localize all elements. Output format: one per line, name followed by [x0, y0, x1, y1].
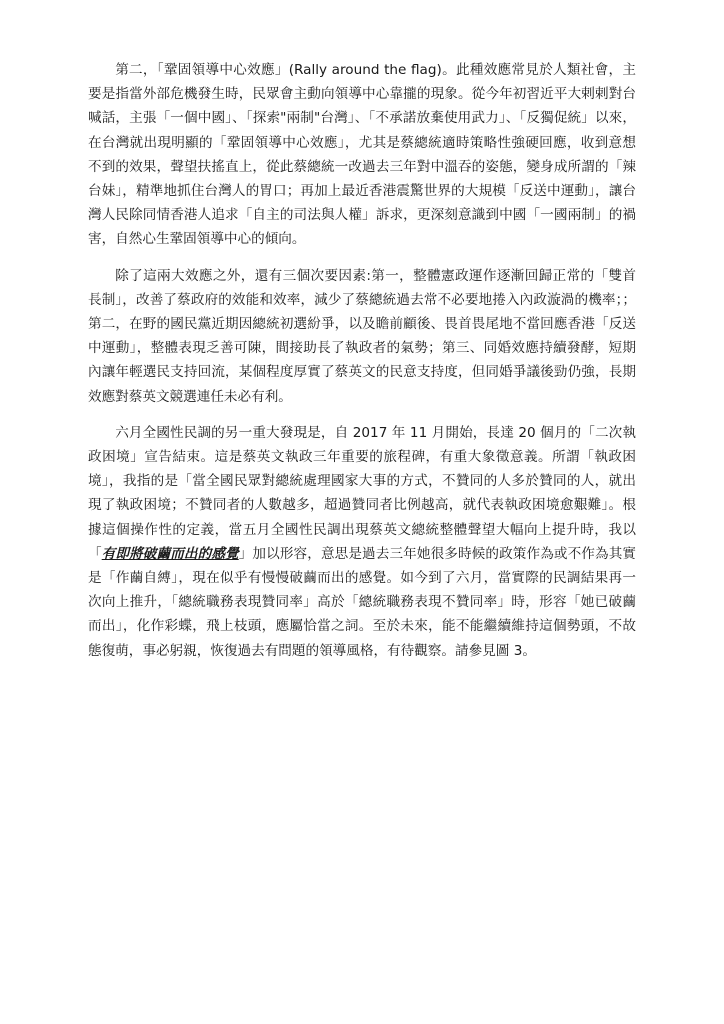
paragraph-rally-effect: 第二，「鞏固領導中心效應」(Rally around the flag)。此種效應常見於人類社會，主要是指當外部危機發生時，民眾會主動向領導中心靠攏的現象。從今年初習近平大剌剌對台喊話，主張「一個中國」、「探索"兩制"台灣」、「不承諾放棄使用武力」、「反獨促統」以來，在台灣就出現明顯的「鞏固領導中心效應」，尤其是蔡總統適時策略性強硬回應，收到意想不到的效果，聲望扶搖直上，從此蔡總統一改過去三年對中溫吞的姿態，變身成所謂的「辣台妹」，精準地抓住台灣人的胃口；再加上最近香港震驚世界的大規模「反送中運動」，讓台灣人民除同情香港人追求「自主的司法與人權」訴求，更深刻意識到中國「一國兩制」的禍害，自然心生鞏固領導中心的傾向。 [88, 62, 636, 248]
paragraph-secondary-factors: 除了這兩大效應之外，還有三個次要因素:第一，整體憲政運作逐漸回歸正常的「雙首長制」，改善了蔡政府的效能和效率，減少了蔡總統過去常不必要地捲入內政漩渦的機率；；第二，在野的國民黨近期因總統初選紛爭，以及瞻前顧後、畏首畏尾地不當回應香港「反送中運動」，整體表現乏善可陳，間接助長了執政者的氣勢；第三、同婚效應持續發酵，短期內讓年輕選民支持回流，某個程度厚實了蔡英文的民意支持度，但同婚爭議後勁仍強，長期效應對蔡英文競選連任未必有利。 [88, 267, 636, 405]
paragraph-governance-after: 」加以形容，意思是過去三年她很多時候的政策作為或不作為其實是「作繭自縛」，現在似乎有慢慢破繭而出的感覺。如今到了六月，當實際的民調結果再一次向上推升，「總統職務表現贊同率」高於「總統職務表現不贊同率」時，形容「她已破繭而出」，化作彩蝶，飛上枝頭，應屬恰當之詞。至於未來，能不能繼續維持這個勢頭，不故態復萌，事必躬親，恢復過去有問題的領導風格，有待觀察。請參見圖 3。 [88, 545, 637, 659]
emphasis-phrase: 有即將破繭而出的感覺 [101, 545, 239, 562]
paragraph-governance-before: 六月全國性民調的另一重大發現是，自 2017 年 11 月開始，長達 20 個月的「二次執政困境」宣告結束。這是蔡英文執政三年重要的旅程碑，有重大象徵意義。所謂「執政困境」，我指的是「當全國民眾對總統處理國家大事的方式，不贊同的人多於贊同的人，就出現了執政困境；不贊同者的人數越多，超過贊同者比例越高，就代表執政困境愈艱難」。根據這個操作性的定義，當五月全國性民調出現蔡英文總統整體聲望大幅向上提升時，我以「 [88, 424, 636, 562]
paragraph-governance-dilemma [88, 421, 636, 663]
article-body [88, 58, 636, 675]
